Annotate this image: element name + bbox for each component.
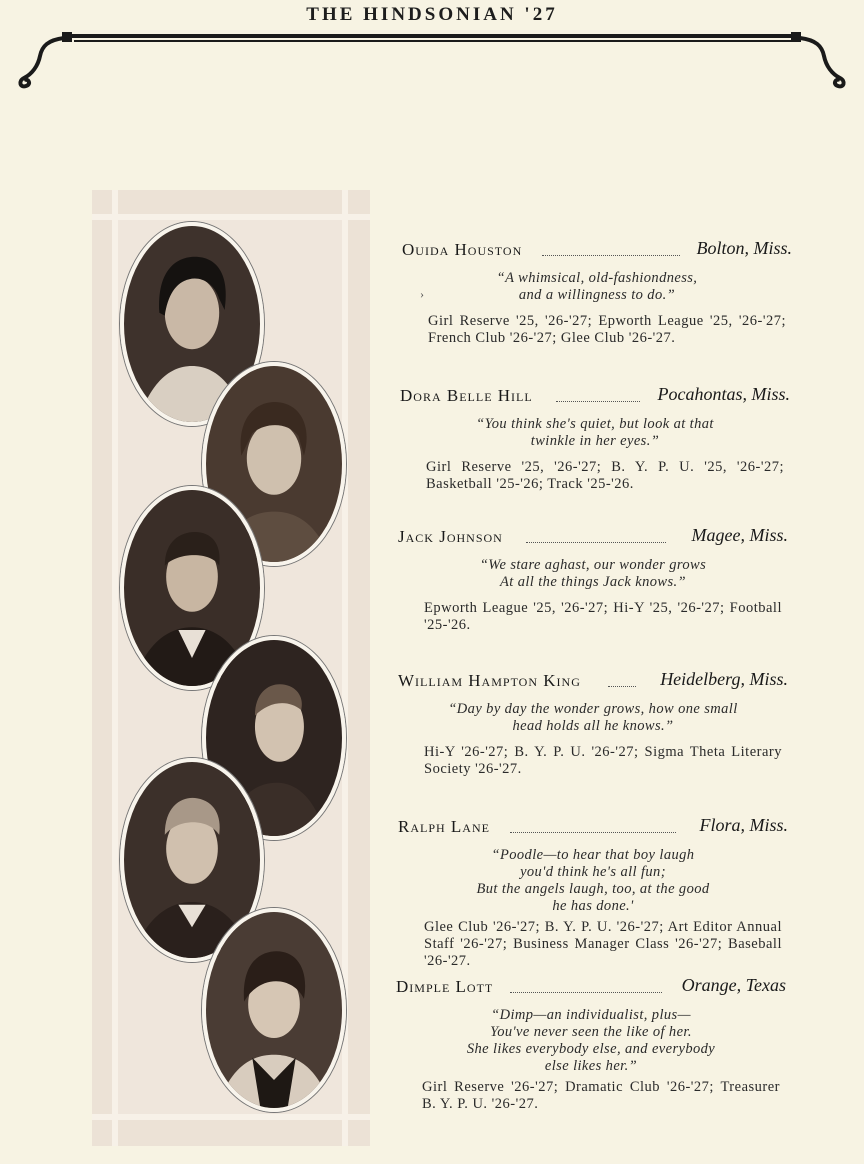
quote-line: But the angels laugh, too, at the good xyxy=(476,881,710,897)
entry-hometown: Orange, Texas xyxy=(678,975,786,996)
quote-line: “Day by day the wonder grows, how one small xyxy=(448,701,738,717)
dotted-leader xyxy=(510,832,676,833)
quote-line: you'd think he's all fun; xyxy=(520,864,666,880)
quote-line: You've never seen the like of her. xyxy=(490,1024,692,1040)
entry-name: Ralph Lane xyxy=(398,817,494,837)
dotted-leader xyxy=(542,255,680,256)
entry-quote xyxy=(398,847,788,915)
entry-quote xyxy=(402,270,792,304)
quote-line: he has done.' xyxy=(552,898,634,914)
dotted-leader xyxy=(510,992,662,993)
entry-hometown: Pocahontas, Miss. xyxy=(654,384,791,405)
entry-hometown: Magee, Miss. xyxy=(688,525,788,546)
page-header-title: THE HINDSONIAN '27 xyxy=(306,4,558,25)
entry-activities: Girl Reserve '25, '26-'27; Epworth League '25, '26-'27; French Club '26-'27; Glee Club '26-'27. xyxy=(428,313,786,346)
quote-line: “Dimp—an individualist, plus— xyxy=(491,1007,691,1023)
dotted-leader xyxy=(556,401,640,402)
portrait-strip xyxy=(92,190,370,1146)
entry-jack-johnson xyxy=(398,525,788,634)
quote-line: twinkle in her eyes.” xyxy=(530,433,660,449)
quote-line: At all the things Jack knows.” xyxy=(500,574,686,590)
quote-line: and a willingness to do.” xyxy=(518,287,676,303)
quote-line: “You think she's quiet, but look at that xyxy=(476,416,714,432)
quote-line: head holds all he knows.” xyxy=(512,718,674,734)
entry-activities: Girl Reserve '26-'27; Dramatic Club '26-'27; Treasurer B. Y. P. U. '26-'27. xyxy=(422,1079,780,1112)
entry-activities: Girl Reserve '25, '26-'27; B. Y. P. U. '25, '26-'27; Basketball '25-'26; Track '25-'26. xyxy=(426,459,784,492)
page-mark: › xyxy=(420,287,424,301)
entry-ralph-lane xyxy=(398,815,788,970)
entry-dora-belle-hill xyxy=(400,384,790,493)
entry-hometown: Flora, Miss. xyxy=(695,815,788,836)
entry-name: Jack Johnson xyxy=(398,527,507,547)
entry-name: Dora Belle Hill xyxy=(400,386,537,406)
quote-line: She likes everybody else, and everybody xyxy=(466,1041,716,1057)
entry-activities: Hi-Y '26-'27; B. Y. P. U. '26-'27; Sigma Theta Literary Society '26-'27. xyxy=(424,744,782,777)
entry-quote xyxy=(398,557,788,591)
entry-name: William Hampton King xyxy=(398,671,585,691)
entry-william-hampton-king xyxy=(398,669,788,778)
quote-line: “A whimsical, old-fashiondness, xyxy=(496,270,698,286)
quote-line: “We stare aghast, our wonder grows xyxy=(479,557,707,573)
entry-hometown: Bolton, Miss. xyxy=(692,238,792,259)
entry-quote xyxy=(400,416,790,450)
entry-activities: Glee Club '26-'27; B. Y. P. U. '26-'27; Art Editor Annual Staff '26-'27; Business Manager Class '26-'27; Baseball '26-'27. xyxy=(424,919,782,969)
dotted-leader xyxy=(526,542,666,543)
header-ornamental-rule xyxy=(12,26,852,96)
entry-activities: Epworth League '25, '26-'27; Hi-Y '25, '26-'27; Football '25-'26. xyxy=(424,600,782,633)
quote-line: “Poodle—to hear that boy laugh xyxy=(491,847,695,863)
entry-name: Ouida Houston xyxy=(402,240,526,260)
entry-dimple-lott xyxy=(396,975,786,1113)
dotted-leader xyxy=(608,686,636,687)
entry-hometown: Heidelberg, Miss. xyxy=(656,669,788,690)
portrait-dimple-lott xyxy=(202,908,346,1112)
entry-quote xyxy=(398,701,788,735)
entry-name: Dimple Lott xyxy=(396,977,497,997)
quote-line: else likes her.” xyxy=(544,1058,638,1074)
entry-ouida-houston xyxy=(402,238,792,347)
entry-quote xyxy=(396,1007,786,1075)
